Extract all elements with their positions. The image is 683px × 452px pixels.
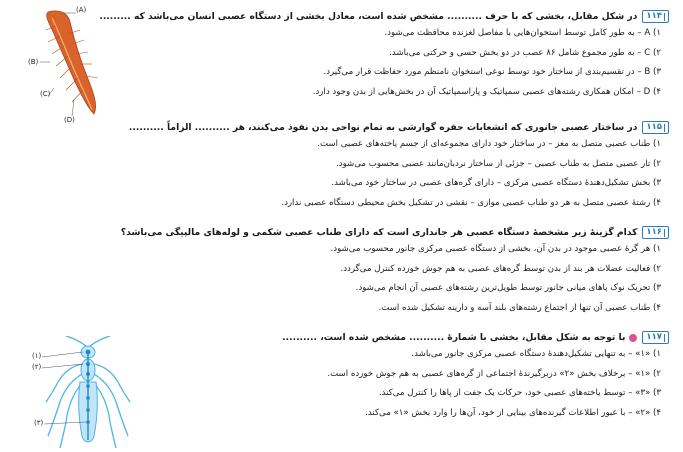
question-prompt: با توجه به شکل مقابل، بخشی با شمارهٔ .......... مشخص شده است، ..........: [282, 332, 626, 343]
option-1[interactable]: ۱) «۱» – به تنهایی تشکیل‌دهندهٔ دستگاه عصبی مرکزی جانور می‌باشد.: [411, 349, 661, 359]
question-115: [128, 120, 669, 213]
option-4[interactable]: ۴) رشتهٔ عصبی متصل به هر دو طناب عصبی موازی – نقشی در تشکیل بخش محیطی دستگاه عصبی ندارد.: [281, 197, 661, 208]
option-2[interactable]: ۲) تار عصبی متصل به طناب عصبی – جزئی از ساختار نردبان‌مانند عصبی محسوب می‌شود.: [336, 158, 661, 169]
option-1[interactable]: ۱) A – به طور کامل توسط استخوان‌هایی با مفاصل لغزنده محافظت می‌شود.: [384, 28, 661, 38]
option-3[interactable]: ۳) «۳» – توسط یاخته‌های عصبی خود، حرکات یک جفت از پاها را کنترل می‌کند.: [378, 388, 661, 398]
question-114: [99, 9, 669, 102]
label-c: (C): [40, 90, 51, 98]
label-d: (D): [64, 116, 75, 124]
option-2[interactable]: ۲) «۱» – برخلاف بخش «۲» دربرگیرندهٔ اجتماعی از گره‌های عصبی به هم جوش خورده است.: [327, 368, 661, 379]
question-116: [120, 225, 669, 318]
option-1[interactable]: ۱) طناب عصبی متصل به مغز – در ساختار خود دارای مجموعه‌ای از جسم یاخته‌های عصبی است.: [317, 139, 661, 149]
option-1[interactable]: ۱) هر گرهٔ عصبی موجود در بدن آن، بخشی از دستگاه عصبی مرکزی جانور محسوب می‌شود.: [330, 244, 661, 254]
question-number: ۱۱۵: [642, 121, 669, 134]
label-b: (B): [28, 58, 39, 66]
option-3[interactable]: ۳) تحریک نوک پاهای میانی جانور توسط طویل‌ترین رشته‌های عصبی آن انجام می‌شود.: [355, 283, 661, 293]
question-header: [99, 9, 669, 24]
highlight-mark-icon: [629, 334, 637, 342]
question-prompt: کدام گزینهٔ زیر مشخصهٔ دستگاه عصبی هر جانداری است که دارای طناب عصبی شکمی و لوله‌های مالپیگی می‌باشد؟: [120, 227, 638, 238]
option-3[interactable]: ۳) B – در تقسیم‌بندی از ساختار خود توسط نوعی استخوان نامنظم مورد حفاظت قرار می‌گیرد.: [323, 67, 661, 77]
question-number: ۱۱۷: [642, 331, 669, 344]
question-117: [169, 330, 669, 423]
option-4[interactable]: ۴) طناب عصبی آن تنها از اجتماع رشته‌های بلند آسه و دارینه تشکیل شده است.: [378, 302, 661, 313]
insect-label-1: (۱): [32, 352, 42, 360]
label-a: (A): [76, 6, 87, 14]
option-3[interactable]: ۳) بخش تشکیل‌دهندهٔ دستگاه عصبی مرکزی – دارای گره‌های عصبی در ساختار خود می‌باشد.: [331, 178, 661, 188]
question-prompt: در ساختار عصبی جانوری که انشعابات حفره گوارشی به تمام نواحی بدن نفوذ می‌کنند، هر .......... الزاماً ..........: [128, 122, 638, 133]
question-header: [169, 330, 669, 345]
insect-figure: [28, 336, 138, 448]
insect-label-2: (۲): [32, 363, 42, 371]
option-4[interactable]: ۴) D – امکان همکاری رشته‌های عصبی سمپاتیک و پاراسمپاتیک آن در بخش‌هایی از بدن وجود دارد.: [312, 86, 661, 97]
question-prompt: در شکل مقابل، بخشی که با حرف .......... مشخص شده است، معادل بخشی از دستگاه عصبی انسان می‌باشد که .........: [99, 11, 638, 22]
insect-illustration: [28, 336, 138, 448]
insect-label-3: (۳): [34, 419, 44, 427]
question-header: [120, 225, 669, 240]
option-2[interactable]: ۲) فعالیت عضلات هر بند از بدن توسط گره‌های عصبی به هم جوش خورده کنترل می‌گردد.: [340, 263, 661, 274]
option-4[interactable]: ۴) «۲» – با عبور اطلاعات گیرنده‌های بینایی از خود، آن‌ها را وارد بخش «۱» می‌کند.: [365, 407, 661, 418]
option-2[interactable]: ۲) C – به طور مجموع شامل ۸۶ عصب در دو بخش حسی و حرکتی می‌باشد.: [389, 47, 661, 58]
question-number: ۱۱۶: [642, 226, 669, 239]
question-number: ۱۱۴: [642, 10, 669, 23]
question-header: [128, 120, 669, 135]
